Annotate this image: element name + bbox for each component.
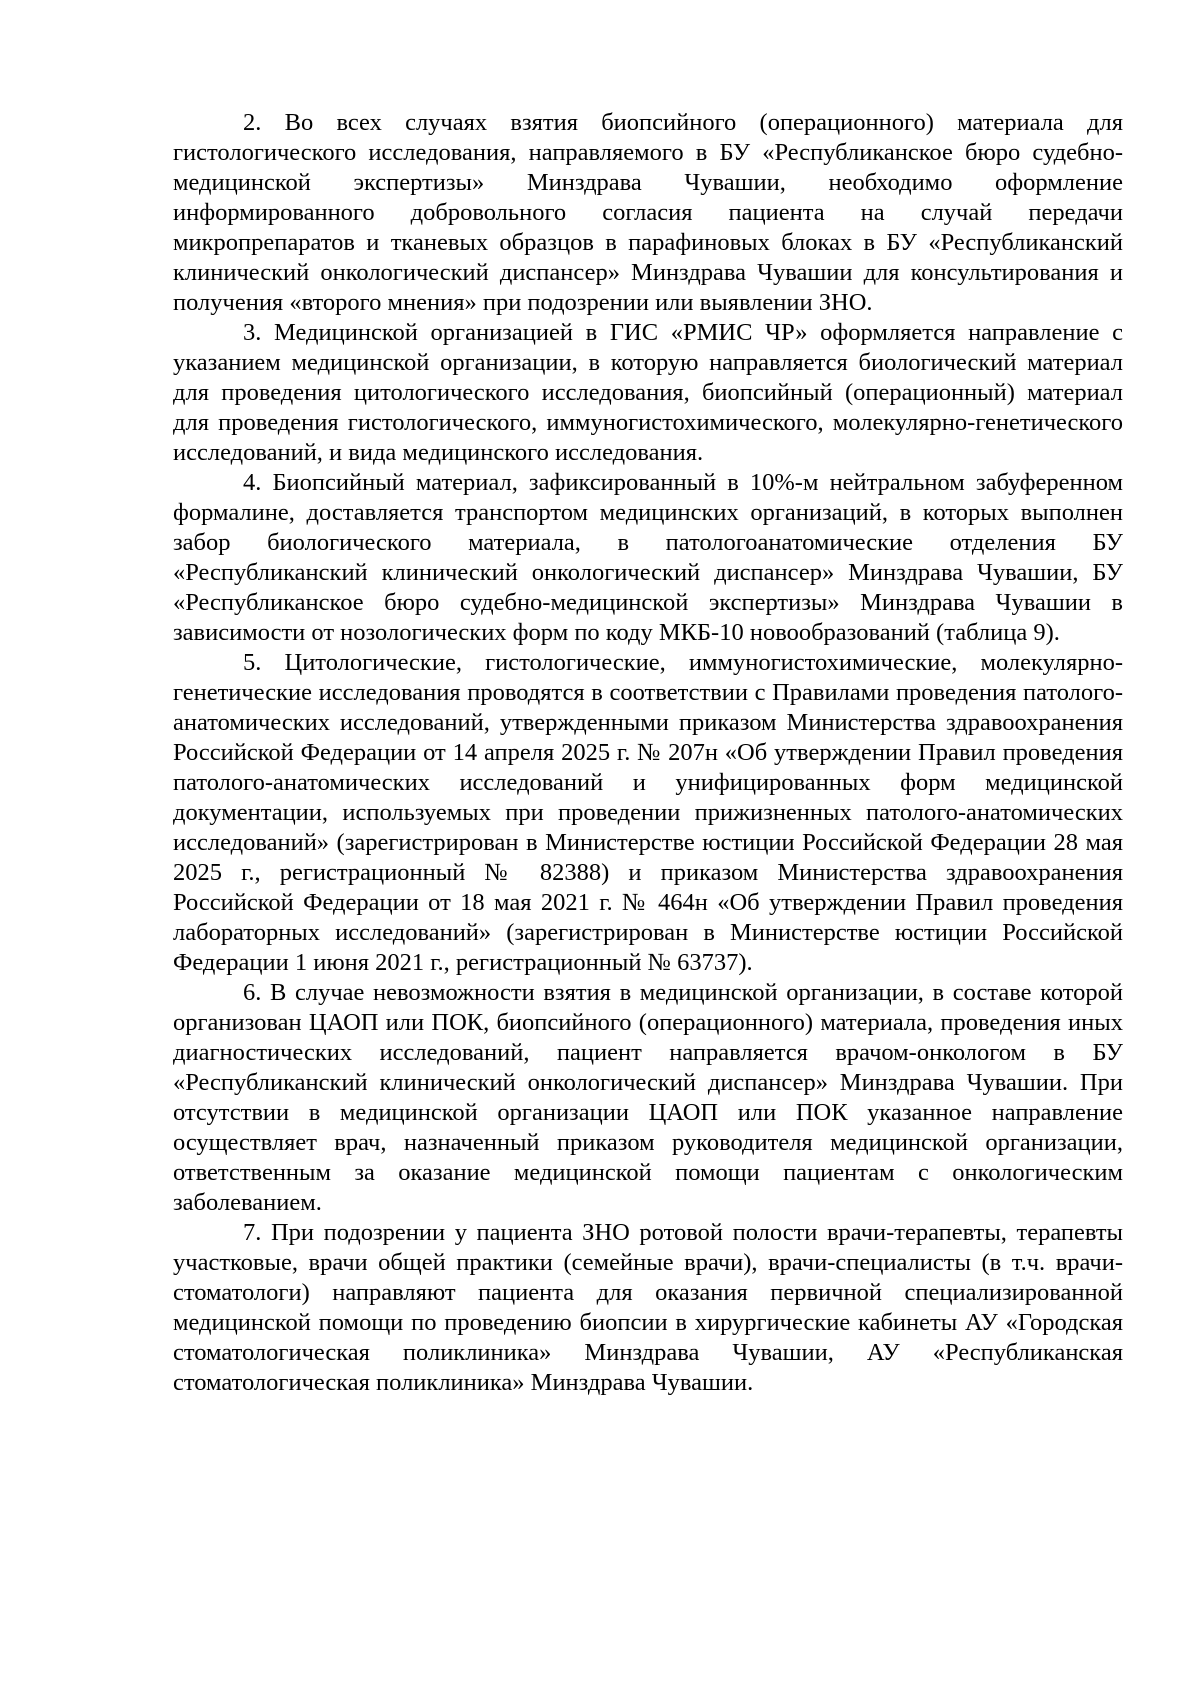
paragraph-5: 5. Цитологические, гистологические, иммуногистохимические, молекулярно-генетические исследования проводятся в соответствии с Правилами проведения патолого-анатомических исследований, утвержденными приказом Министерства здравоохранения Российской Федерации от 14 апреля 2025 г. № 207н «Об утверждении Правил проведения патолого-анатомических исследований и унифицированных форм медицинской документации, используемых при проведении прижизненных патолого-анатомических исследований» (зарегистрирован в Министерстве юстиции Российской Федерации 28 мая 2025 г., регистрационный № 82388) и приказом Министерства здравоохранения Российской Федерации от 18 мая 2021 г. № 464н «Об утверждении Правил проведения лабораторных исследований» (зарегистрирован в Министерстве юстиции Российской Федерации 1 июня 2021 г., регистрационный № 63737). bbox=[173, 649, 1123, 976]
paragraph-4: 4. Биопсийный материал, зафиксированный в 10%-м нейтральном забуференном формалине, доставляется транспортом медицинских организаций, в которых выполнен забор биологического материала, в патологоанатомические отделения БУ «Республиканский клинический онкологический диспансер» Минздрава Чувашии, БУ «Республиканское бюро судебно-медицинской экспертизы» Минздрава Чувашии в зависимости от нозологических форм по коду МКБ-10 новообразований (таблица 9). bbox=[173, 469, 1123, 646]
paragraph-7: 7. При подозрении у пациента ЗНО ротовой полости врачи-терапевты, терапевты участковые, врачи общей практики (семейные врачи), врачи-специалисты (в т.ч. врачи-стоматологи) направляют пациента для оказания первичной специализированной медицинской помощи по проведению биопсии в хирургические кабинеты АУ «Городская стоматологическая поликлиника» Минздрава Чувашии, АУ «Республиканская стоматологическая поликлиника» Минздрава Чувашии. bbox=[173, 1219, 1123, 1396]
paragraph-2: 2. Во всех случаях взятия биопсийного (операционного) материала для гистологического исследования, направляемого в БУ «Республиканское бюро судебно-медицинской экспертизы» Минздрава Чувашии, необходимо оформление информированного добровольного согласия пациента на случай передачи микропрепаратов и тканевых образцов в парафиновых блоках в БУ «Республиканский клинический онкологический диспансер» Минздрава Чувашии для консультирования и получения «второго мнения» при подозрении или выявлении ЗНО. bbox=[173, 109, 1123, 316]
document-page bbox=[173, 108, 1123, 1398]
paragraph-6: 6. В случае невозможности взятия в медицинской организации, в составе которой организован ЦАОП или ПОК, биопсийного (операционного) материала, проведения иных диагностических исследований, пациент направляется врачом-онкологом в БУ «Республиканский клинический онкологический диспансер» Минздрава Чувашии. При отсутствии в медицинской организации ЦАОП или ПОК указанное направление осуществляет врач, назначенный приказом руководителя медицинской организации, ответственным за оказание медицинской помощи пациентам с онкологическим заболеванием. bbox=[173, 979, 1123, 1216]
paragraph-3: 3. Медицинской организацией в ГИС «РМИС ЧР» оформляется направление с указанием медицинской организации, в которую направляется биологический материал для проведения цитологического исследования, биопсийный (операционный) материал для проведения гистологического, иммуногистохимического, молекулярно-генетического исследований, и вида медицинского исследования. bbox=[173, 319, 1123, 466]
